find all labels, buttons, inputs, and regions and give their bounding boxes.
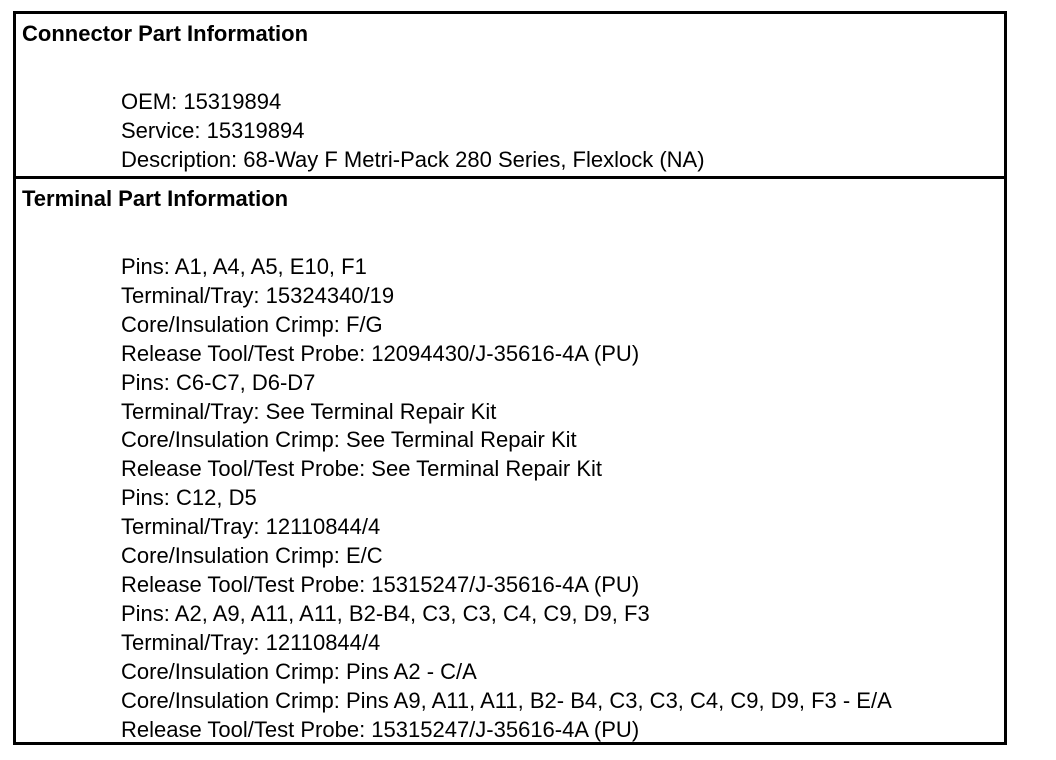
terminal-info-line: Core/Insulation Crimp: See Terminal Repair Kit: [121, 427, 577, 453]
terminal-part-section: [16, 179, 1004, 742]
terminal-info-line: Release Tool/Test Probe: 12094430/J-35616-4A (PU): [121, 340, 640, 366]
terminal-info-line: Terminal/Tray: See Terminal Repair Kit: [121, 398, 497, 424]
terminal-info-line: Core/Insulation Crimp: E/C: [121, 543, 383, 569]
connector-part-section: [16, 14, 1004, 179]
terminal-info-line: Terminal/Tray: 12110844/4: [121, 629, 381, 655]
terminal-info-line: Terminal/Tray: 12110844/4: [121, 514, 381, 540]
terminal-info-line: Pins: C6-C7, D6-D7: [121, 369, 316, 395]
terminal-info-list: [121, 253, 892, 744]
terminal-info-line: Core/Insulation Crimp: F/G: [121, 311, 383, 337]
terminal-info-line: Release Tool/Test Probe: See Terminal Repair Kit: [121, 456, 602, 482]
service-line: Service: 15319894: [121, 117, 305, 143]
terminal-section-title: Terminal Part Information: [22, 186, 289, 211]
connector-info-list: [121, 88, 705, 175]
terminal-info-line: Pins: C12, D5: [121, 485, 257, 511]
connector-section-title: Connector Part Information: [22, 21, 309, 46]
terminal-info-line: Release Tool/Test Probe: 15315247/J-35616-4A (PU): [121, 716, 640, 742]
terminal-info-line: Core/Insulation Crimp: Pins A2 - C/A: [121, 658, 477, 684]
part-info-table: [13, 11, 1007, 745]
description-line: Description: 68-Way F Metri-Pack 280 Series, Flexlock (NA): [121, 146, 705, 172]
oem-line: OEM: 15319894: [121, 89, 282, 114]
terminal-info-line: Pins: A1, A4, A5, E10, F1: [121, 254, 367, 279]
terminal-info-line: Pins: A2, A9, A11, A11, B2-B4, C3, C3, C4, C9, D9, F3: [121, 600, 650, 626]
terminal-info-line: Core/Insulation Crimp: Pins A9, A11, A11, B2- B4, C3, C3, C4, C9, D9, F3 - E/A: [121, 687, 892, 713]
terminal-info-line: Terminal/Tray: 15324340/19: [121, 282, 395, 308]
terminal-info-line: Release Tool/Test Probe: 15315247/J-35616-4A (PU): [121, 571, 640, 597]
